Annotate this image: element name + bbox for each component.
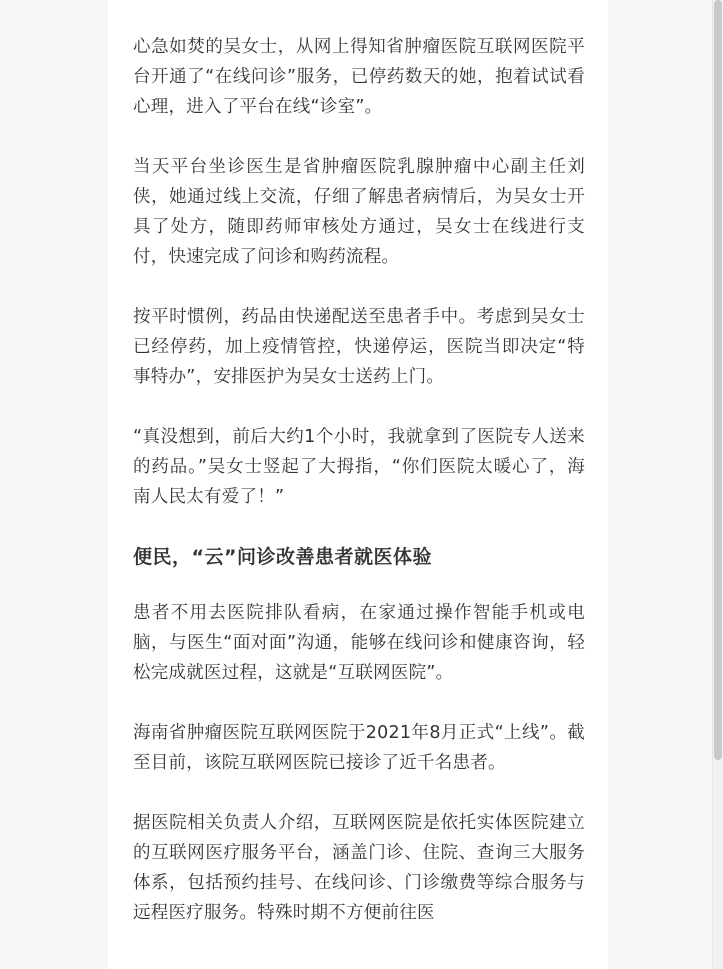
article-paragraph: 海南省肿瘤医院互联网医院于2021年8月正式“上线”。截至目前，该院互联网医院已接诊了近千名患者。 bbox=[133, 723, 585, 773]
section-heading: 便民，“云”问诊改善患者就医体验 bbox=[133, 546, 432, 568]
article-paragraph: 心急如焚的吴女士，从网上得知省肿瘤医院互联网医院平台开通了“在线问诊”服务，已停药数天的她，抱着试试看心理，进入了平台在线“诊室”。 bbox=[133, 37, 585, 117]
article-page bbox=[108, 0, 608, 969]
article-body bbox=[133, 32, 585, 958]
article-paragraph: “真没想到，前后大约1个小时，我就拿到了医院专人送来的药品。”吴女士竖起了大拇指，“你们医院太暖心了，海南人民太有爱了！” bbox=[133, 427, 585, 507]
article-paragraph: 患者不用去医院排队看病，在家通过操作智能手机或电脑，与医生“面对面”沟通，能够在线问诊和健康咨询，轻松完成就医过程，这就是“互联网医院”。 bbox=[133, 603, 585, 683]
article-paragraph: 按平时惯例，药品由快递配送至患者手中。考虑到吴女士已经停药，加上疫情管控，快递停运，医院当即决定“特事特办”，安排医护为吴女士送药上门。 bbox=[133, 307, 585, 387]
vertical-scrollbar[interactable] bbox=[712, 0, 723, 969]
article-paragraph: 据医院相关负责人介绍，互联网医院是依托实体医院建立的互联网医疗服务平台，涵盖门诊、住院、查询三大服务体系，包括预约挂号、在线问诊、门诊缴费等综合服务与远程医疗服务。特殊时期不方便前往医 bbox=[133, 813, 585, 923]
scrollbar-thumb[interactable] bbox=[714, 0, 722, 760]
article-paragraph: 当天平台坐诊医生是省肿瘤医院乳腺肿瘤中心副主任刘侠，她通过线上交流，仔细了解患者病情后，为吴女士开具了处方，随即药师审核处方通过，吴女士在线进行支付，快速完成了问诊和购药流程。 bbox=[133, 157, 585, 267]
